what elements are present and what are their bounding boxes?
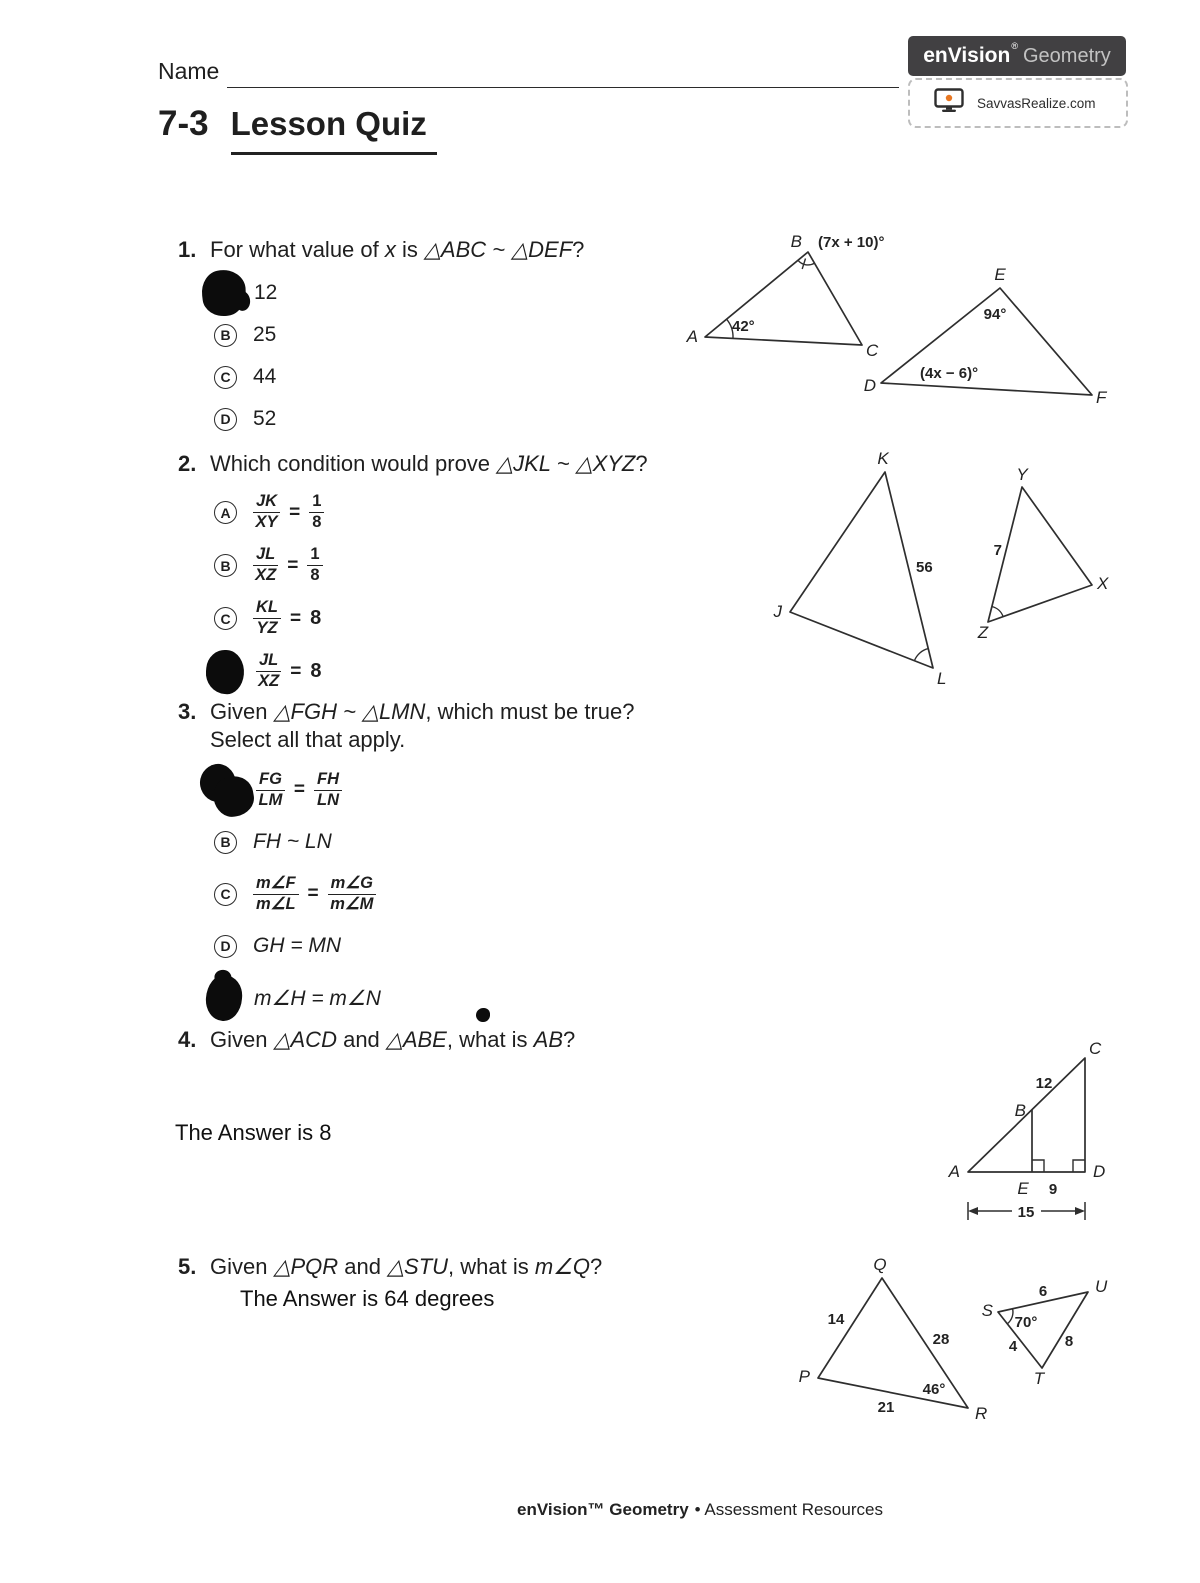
equals-sign: = [307, 883, 319, 904]
prompt-math: AB [533, 1027, 564, 1052]
fraction-denominator: 8 [312, 513, 322, 531]
prompt-part: ? [590, 1254, 603, 1279]
choice-q2-a [214, 486, 738, 539]
right-angle-mark-e [1032, 1160, 1044, 1172]
q4-typed-answer: The Answer is 8 [175, 1120, 332, 1145]
question-3-prompt [178, 698, 738, 726]
question-2-choices [214, 486, 738, 698]
ratio-fraction [307, 546, 322, 585]
triangle-jkl [790, 472, 933, 668]
equals-sign: = [287, 554, 299, 576]
vertex-label-q: Q [873, 1255, 887, 1274]
question-4 [178, 1026, 738, 1054]
question-number: 4. [178, 1027, 197, 1052]
prompt-math: △JKL ~ △XYZ [496, 451, 636, 476]
vertex-label-k: K [877, 449, 889, 468]
choice-letter-bubble: B [214, 324, 237, 347]
prompt-part: Given [210, 1254, 274, 1279]
q5-triangles-diagram [790, 1255, 1125, 1435]
choice-letter-bubble: B [214, 554, 237, 577]
angle-arc-b [798, 260, 815, 265]
choice-q2-c [214, 592, 738, 645]
prompt-part: and [336, 1027, 386, 1052]
choice-letter-bubble: C [214, 883, 237, 906]
prompt-math: △FGH ~ △LMN [273, 699, 426, 724]
side-label-ad: 15 [1017, 1204, 1035, 1221]
question-5-prompt [178, 1253, 738, 1281]
savvas-realize-badge [908, 78, 1128, 128]
triangle-xyz [988, 487, 1092, 622]
choice-letter-bubble: C [214, 366, 237, 389]
question-text [210, 1253, 602, 1281]
fraction-numerator: 1 [309, 493, 324, 513]
choice-text: 52 [253, 407, 277, 430]
vertex-label-d: D [863, 376, 876, 395]
ratio-fraction [309, 493, 324, 532]
question-number: 5. [178, 1254, 197, 1279]
choice-q3-a [214, 764, 738, 816]
triangle-abc [705, 252, 862, 345]
choice-q3-d [214, 920, 738, 972]
question-2 [178, 450, 738, 698]
fraction-denominator: m∠L [256, 894, 296, 913]
prompt-part: and [338, 1254, 388, 1279]
side-label-st: 4 [1008, 1338, 1018, 1355]
ink-scribble-mark [204, 648, 246, 695]
vertex-label-r: R [975, 1404, 988, 1423]
fraction-numerator: JL [256, 652, 281, 672]
angle-label-d: (4x − 6)° [920, 365, 979, 382]
angle-arc-s [1007, 1309, 1013, 1324]
q5-typed-answer: The Answer is 64 degrees [240, 1286, 495, 1311]
prompt-math: △PQR [273, 1254, 339, 1279]
prompt-math: △ACD [273, 1027, 337, 1052]
vertex-label-c: C [1089, 1039, 1102, 1058]
fraction-denominator: LM [258, 790, 283, 809]
question-1-choices [214, 272, 738, 440]
vertex-label-a: A [948, 1162, 960, 1181]
side-label-kl: 56 [916, 559, 933, 576]
vertex-label-s: S [981, 1301, 993, 1320]
side-label-bc: 12 [1035, 1075, 1053, 1092]
triangle-acd [968, 1058, 1085, 1172]
q4-triangle-diagram [940, 1040, 1130, 1235]
vertex-label-x: X [1097, 574, 1109, 593]
equals-sign: = [290, 607, 302, 629]
prompt-math: △ABE [385, 1027, 447, 1052]
side-label-yz: 7 [993, 542, 1002, 559]
vertex-label-z: Z [977, 623, 989, 642]
question-2-prompt [178, 450, 738, 478]
brand-geometry: Geometry [1022, 44, 1111, 67]
choice-letter-bubble: A [214, 501, 237, 524]
question-3-choices [214, 764, 738, 1024]
question-number: 1. [178, 237, 197, 262]
fraction-denominator: 8 [310, 566, 320, 584]
choice-text: 12 [254, 281, 278, 304]
ratio-fraction [253, 599, 281, 638]
dimension-arrow-left [968, 1207, 978, 1215]
question-3-instruction: Select all that apply. [210, 727, 406, 752]
fraction-denominator: XZ [255, 566, 277, 584]
side-label-su: 6 [1038, 1283, 1048, 1300]
side-label-pr: 21 [877, 1399, 895, 1416]
side-label-ut: 8 [1064, 1333, 1074, 1350]
angle-label-s: 70° [1014, 1314, 1038, 1331]
vertex-label-b: B [790, 232, 802, 251]
choice-text: FH ~ LN [253, 830, 332, 853]
fraction-denominator: XY [255, 513, 278, 531]
dimension-arrow-right [1075, 1207, 1085, 1215]
ratio-fraction [328, 875, 376, 914]
prompt-part: ? [572, 237, 585, 262]
q2-triangles-diagram [770, 448, 1110, 703]
side-label-ed: 9 [1048, 1181, 1058, 1198]
footer-text: • Assessment Resources [694, 1500, 883, 1519]
registered-mark: ® [1011, 41, 1018, 51]
lesson-title: Lesson Quiz [231, 105, 437, 155]
ratio-fraction [253, 493, 280, 532]
triangle-def [881, 288, 1092, 395]
choice-letter-bubble: D [214, 935, 237, 958]
choice-q3-c [214, 868, 738, 920]
choice-letter-bubble: B [214, 831, 237, 854]
fraction-numerator: m∠F [253, 875, 299, 895]
lesson-code: 7-3 [158, 104, 209, 143]
side-label-pq: 14 [827, 1311, 845, 1328]
fraction-numerator: FH [314, 771, 342, 791]
triangle-stu [998, 1292, 1088, 1368]
choice-q3-b [214, 816, 738, 868]
equals-sign: = [293, 779, 306, 800]
footer-brand: enVision™ Geometry [517, 1500, 689, 1519]
ratio-fraction [253, 546, 278, 585]
angle-label-r: 46° [922, 1381, 946, 1398]
fraction-denominator: LN [317, 790, 340, 809]
equals-sign: = [290, 660, 302, 682]
ratio-fraction [256, 652, 281, 691]
question-1 [178, 236, 738, 440]
q1-triangles-diagram [686, 228, 1110, 418]
angle-arc-l [914, 649, 928, 661]
angle-label-b: (7x + 10)° [818, 234, 885, 251]
prompt-math: △ABC ~ △DEF [424, 237, 573, 262]
choice-q2-d [214, 645, 738, 698]
question-text [210, 450, 648, 478]
ratio-fraction [314, 771, 342, 810]
choice-q1-a [214, 272, 738, 314]
equals-sign: = [289, 501, 301, 523]
prompt-part: , what is [446, 1027, 534, 1052]
prompt-math: m∠Q [534, 1254, 591, 1279]
choice-q2-b [214, 539, 738, 592]
prompt-part: For what value of [210, 237, 385, 262]
vertex-label-p: P [798, 1367, 810, 1386]
ink-dot-mark [476, 1008, 490, 1022]
fraction-denominator: m∠M [330, 894, 374, 913]
fraction-numerator: FG [256, 771, 285, 791]
vertex-label-y: Y [1016, 465, 1028, 484]
right-angle-mark-d [1073, 1160, 1085, 1172]
vertex-label-f: F [1096, 388, 1107, 407]
choice-text: 25 [253, 323, 277, 346]
prompt-math: △STU [387, 1254, 449, 1279]
choice-text: m∠H = m∠N [254, 986, 381, 1010]
page-footer [200, 1500, 1200, 1520]
vertex-label-e: E [994, 265, 1006, 284]
choice-q1-c [214, 356, 738, 398]
vertex-label-e: E [1017, 1179, 1029, 1198]
vertex-label-d: D [1093, 1162, 1106, 1181]
prompt-part: ? [563, 1027, 576, 1052]
prompt-part: Given [210, 1027, 274, 1052]
lesson-title-row [158, 104, 437, 155]
fraction-numerator: m∠G [328, 875, 376, 895]
name-label: Name [158, 58, 220, 84]
vertex-label-l: L [937, 669, 947, 688]
ratio-value: 8 [310, 660, 322, 682]
vertex-label-j: J [773, 602, 782, 621]
question-5 [178, 1253, 738, 1281]
question-4-prompt [178, 1026, 738, 1054]
prompt-math: x [384, 237, 396, 262]
fraction-numerator: JL [253, 546, 278, 566]
ratio-fraction [253, 875, 299, 914]
name-blank-line [227, 60, 899, 88]
choice-letter-bubble: C [214, 607, 237, 630]
question-1-prompt [178, 236, 738, 264]
angle-arc-z [992, 607, 1003, 617]
ratio-fraction [256, 771, 285, 810]
prompt-part: , which must be true? [425, 699, 635, 724]
prompt-part: Given [210, 699, 274, 724]
vertex-label-u: U [1095, 1277, 1108, 1296]
question-text [210, 1026, 575, 1054]
prompt-part: , what is [448, 1254, 535, 1279]
side-label-qr: 28 [932, 1331, 950, 1348]
angle-label-e: 94° [983, 306, 1007, 323]
fraction-numerator: KL [253, 599, 281, 619]
fraction-denominator: XZ [258, 672, 280, 690]
realize-url: SavvasRealize.com [977, 95, 1096, 111]
envision-geometry-logo [908, 36, 1126, 76]
brand-envision: enVision [923, 44, 1011, 67]
prompt-part: Which condition would prove [210, 451, 497, 476]
ink-scribble-mark [199, 267, 248, 318]
prompt-part: ? [635, 451, 648, 476]
vertex-label-c: C [866, 341, 879, 360]
choice-q1-d [214, 398, 738, 440]
ink-scribble-mark [204, 974, 243, 1022]
vertex-label-t: T [1033, 1369, 1045, 1388]
prompt-part: is [395, 237, 424, 262]
question-3 [178, 698, 738, 1024]
vertex-label-a: A [686, 327, 698, 346]
ink-scribble-mark [197, 761, 239, 805]
choice-q1-b [214, 314, 738, 356]
angle-label-a: 42° [732, 318, 755, 335]
monitor-icon [934, 88, 964, 118]
fraction-numerator: JK [253, 493, 280, 513]
question-text [210, 236, 584, 264]
vertex-label-b: B [1014, 1101, 1026, 1120]
question-text [210, 698, 635, 726]
question-number: 2. [178, 451, 197, 476]
fraction-numerator: 1 [307, 546, 322, 566]
choice-letter-bubble: D [214, 408, 237, 431]
choice-text: GH = MN [253, 934, 342, 957]
ratio-value: 8 [310, 607, 322, 629]
choice-text: 44 [253, 365, 277, 388]
question-number: 3. [178, 699, 197, 724]
fraction-denominator: YZ [256, 619, 278, 637]
